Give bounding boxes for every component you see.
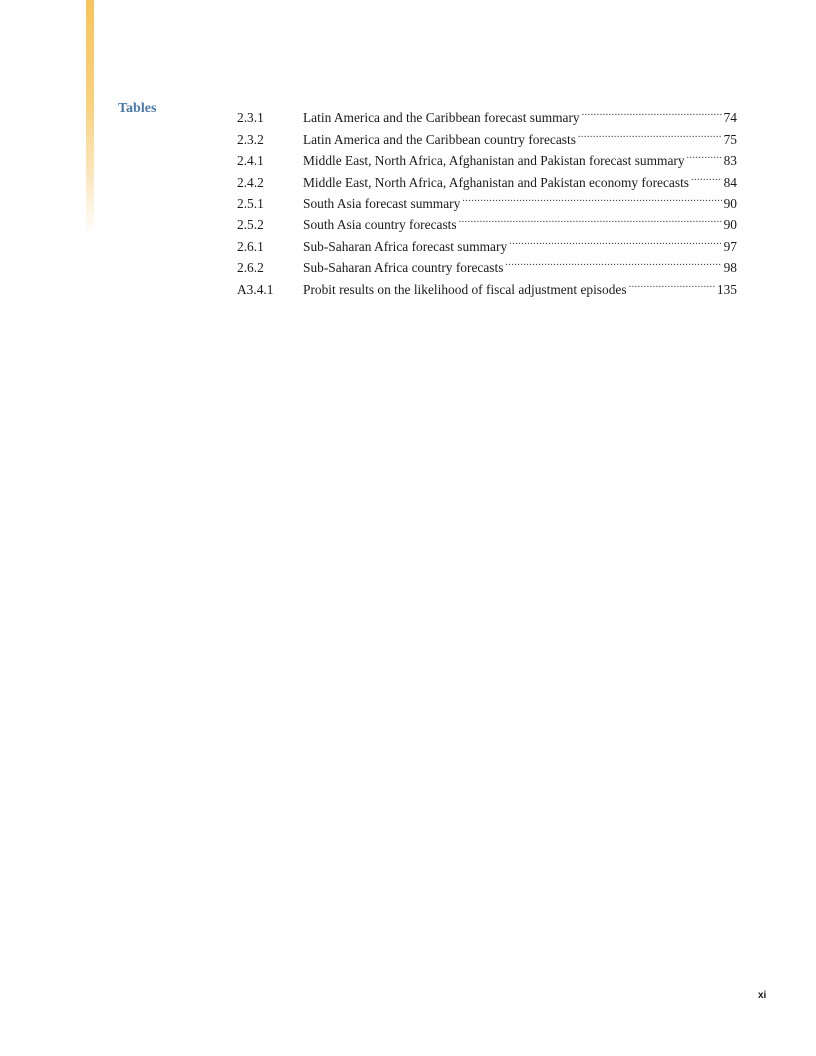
toc-entry-page: 90	[723, 217, 737, 233]
toc-entry-page: 74	[723, 110, 737, 126]
toc-entry-page: 83	[723, 153, 737, 169]
toc-leader-dots	[578, 122, 722, 143]
toc-entry-number: 2.4.2	[237, 174, 264, 190]
toc-entry-number: 2.6.2	[237, 260, 264, 276]
toc-entry-title: Sub-Saharan Africa forecast summary	[303, 238, 508, 254]
toc-entry-title: Sub-Saharan Africa country forecasts	[303, 260, 504, 276]
toc-entry-number: 2.4.1	[237, 153, 264, 169]
section-label: Tables	[118, 101, 157, 116]
toc-leader-dots	[629, 272, 715, 293]
toc-leader-dots	[509, 229, 721, 250]
toc-leader-dots	[687, 144, 722, 165]
decorative-side-bar	[86, 0, 94, 235]
toc-leader-dots	[691, 165, 722, 186]
toc-leader-dots	[459, 208, 722, 229]
toc-entry-number: 2.5.2	[237, 217, 264, 233]
toc-entry-page: 84	[723, 174, 737, 190]
toc-entry-title: Probit results on the likelihood of fiscal adjustment episodes	[303, 281, 627, 297]
table-of-contents-list	[237, 101, 737, 297]
toc-entry-title: Middle East, North Africa, Afghanistan and Pakistan economy forecasts	[303, 174, 689, 190]
toc-entry-page: 75	[723, 131, 737, 147]
toc-leader-dots	[462, 187, 721, 208]
toc-leader-dots	[582, 101, 722, 122]
toc-leader-dots	[505, 251, 721, 272]
toc-entry-number: 2.6.1	[237, 238, 264, 254]
toc-entry-title: South Asia country forecasts	[303, 217, 457, 233]
page-number: xi	[758, 990, 767, 1001]
toc-entry-number: 2.3.1	[237, 110, 264, 126]
toc-entry-page: 97	[723, 238, 737, 254]
toc-entry-title: Latin America and the Caribbean country forecasts	[303, 131, 576, 147]
toc-entry[interactable]	[237, 101, 737, 126]
toc-entry-title: Middle East, North Africa, Afghanistan and Pakistan forecast summary	[303, 153, 685, 169]
toc-entry-page: 90	[723, 195, 737, 211]
toc-entry-number: A3.4.1	[237, 281, 274, 297]
toc-entry-title: Latin America and the Caribbean forecast summary	[303, 110, 580, 126]
toc-entry-number: 2.5.1	[237, 195, 264, 211]
toc-entry-title: South Asia forecast summary	[303, 195, 461, 211]
toc-entry-page: 135	[716, 281, 737, 297]
toc-entry-page: 98	[723, 260, 737, 276]
toc-entry-number: 2.3.2	[237, 131, 264, 147]
